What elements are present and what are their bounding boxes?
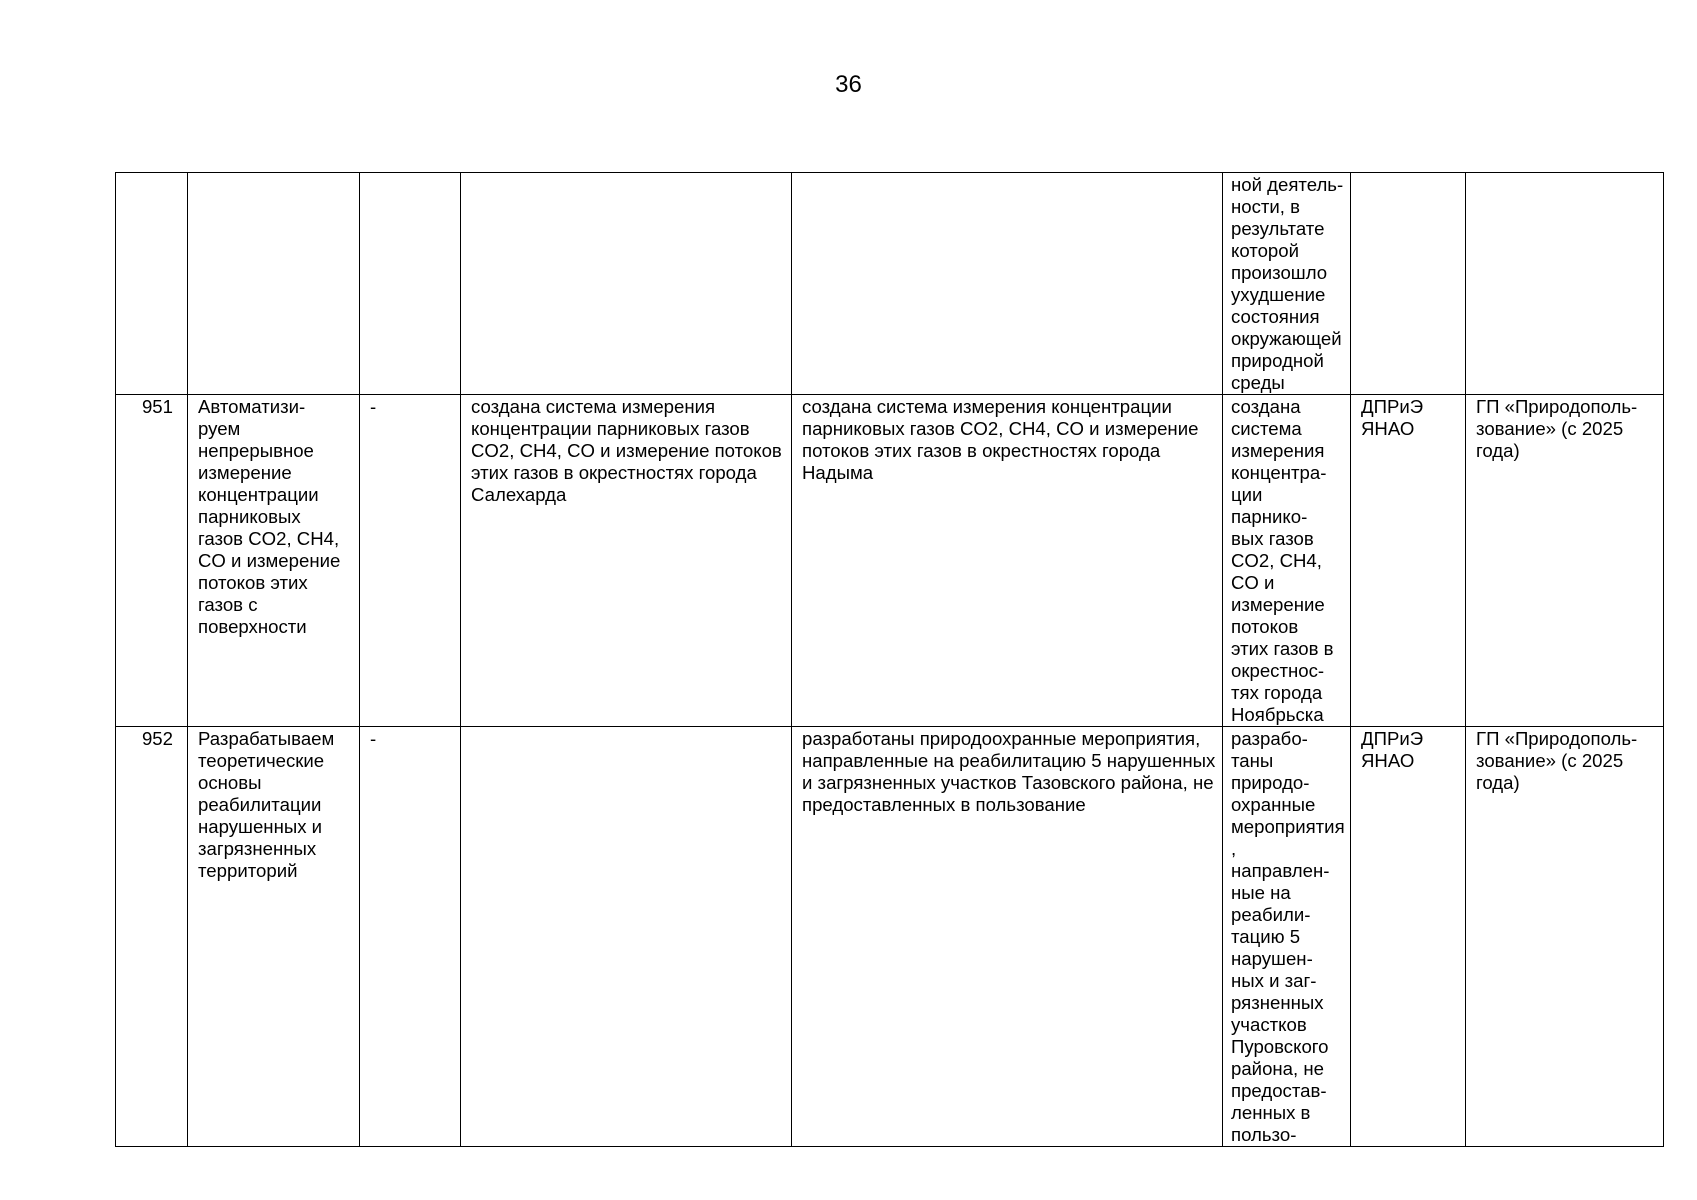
- table-row: [116, 173, 1664, 395]
- cell-previous: -: [360, 727, 461, 1147]
- cell-previous: [360, 173, 461, 395]
- cell-name: Разрабатываем теоретические основы реабилитации нарушенных и загрязненных территорий: [188, 727, 360, 1147]
- cell-responsible: [1351, 173, 1466, 395]
- cell-result-2: создана система измерения концентрации парниковых газов CO2, CH4, CO и измерение потоков этих газов в окрестностях города Надыма: [792, 395, 1223, 727]
- cell-responsible: ДПРиЭ ЯНАО: [1351, 395, 1466, 727]
- table-row: [116, 395, 1664, 727]
- cell-program: ГП «Природополь- зование» (с 2025 года): [1466, 727, 1664, 1147]
- cell-program: [1466, 173, 1664, 395]
- cell-number: 952: [116, 727, 188, 1147]
- cell-result-1: [461, 727, 792, 1147]
- table-row: [116, 727, 1664, 1147]
- cell-result-2: разработаны природоохранные мероприятия, направленные на реабилитацию 5 нарушенных и загрязненных участков Тазовского района, не предоставленных в пользование: [792, 727, 1223, 1147]
- cell-result-3: ной деятель- ности, в результате которой произошло ухудшение состояния окружающей природной среды: [1223, 173, 1351, 395]
- cell-program: ГП «Природополь- зование» (с 2025 года): [1466, 395, 1664, 727]
- cell-result-1: создана система измерения концентрации парниковых газов CO2, CH4, CO и измерение потоков этих газов в окрестностях города Салехарда: [461, 395, 792, 727]
- cell-name: [188, 173, 360, 395]
- measures-table: [115, 172, 1664, 1147]
- cell-number: [116, 173, 188, 395]
- cell-previous: -: [360, 395, 461, 727]
- cell-result-1: [461, 173, 792, 395]
- cell-result-3: разрабо- таны природо- охранные мероприятия, направлен- ные на реабили- тацию 5 нарушен- ных и заг- рязненных участков Пуровского района, не предостав- ленных в пользо-: [1223, 727, 1351, 1147]
- cell-name: Автоматизи- руем непрерывное измерение концентрации парниковых газов CO2, CH4, CO и измерение потоков этих газов с поверхности: [188, 395, 360, 727]
- cell-result-3: создана система измерения концентра- ции парнико- вых газов CO2, CH4, CO и измерение потоков этих газов в окрестнос- тях города Ноябрьска: [1223, 395, 1351, 727]
- cell-responsible: ДПРиЭ ЯНАО: [1351, 727, 1466, 1147]
- cell-result-2: [792, 173, 1223, 395]
- cell-number: 951: [116, 395, 188, 727]
- page-number: 36: [835, 71, 862, 98]
